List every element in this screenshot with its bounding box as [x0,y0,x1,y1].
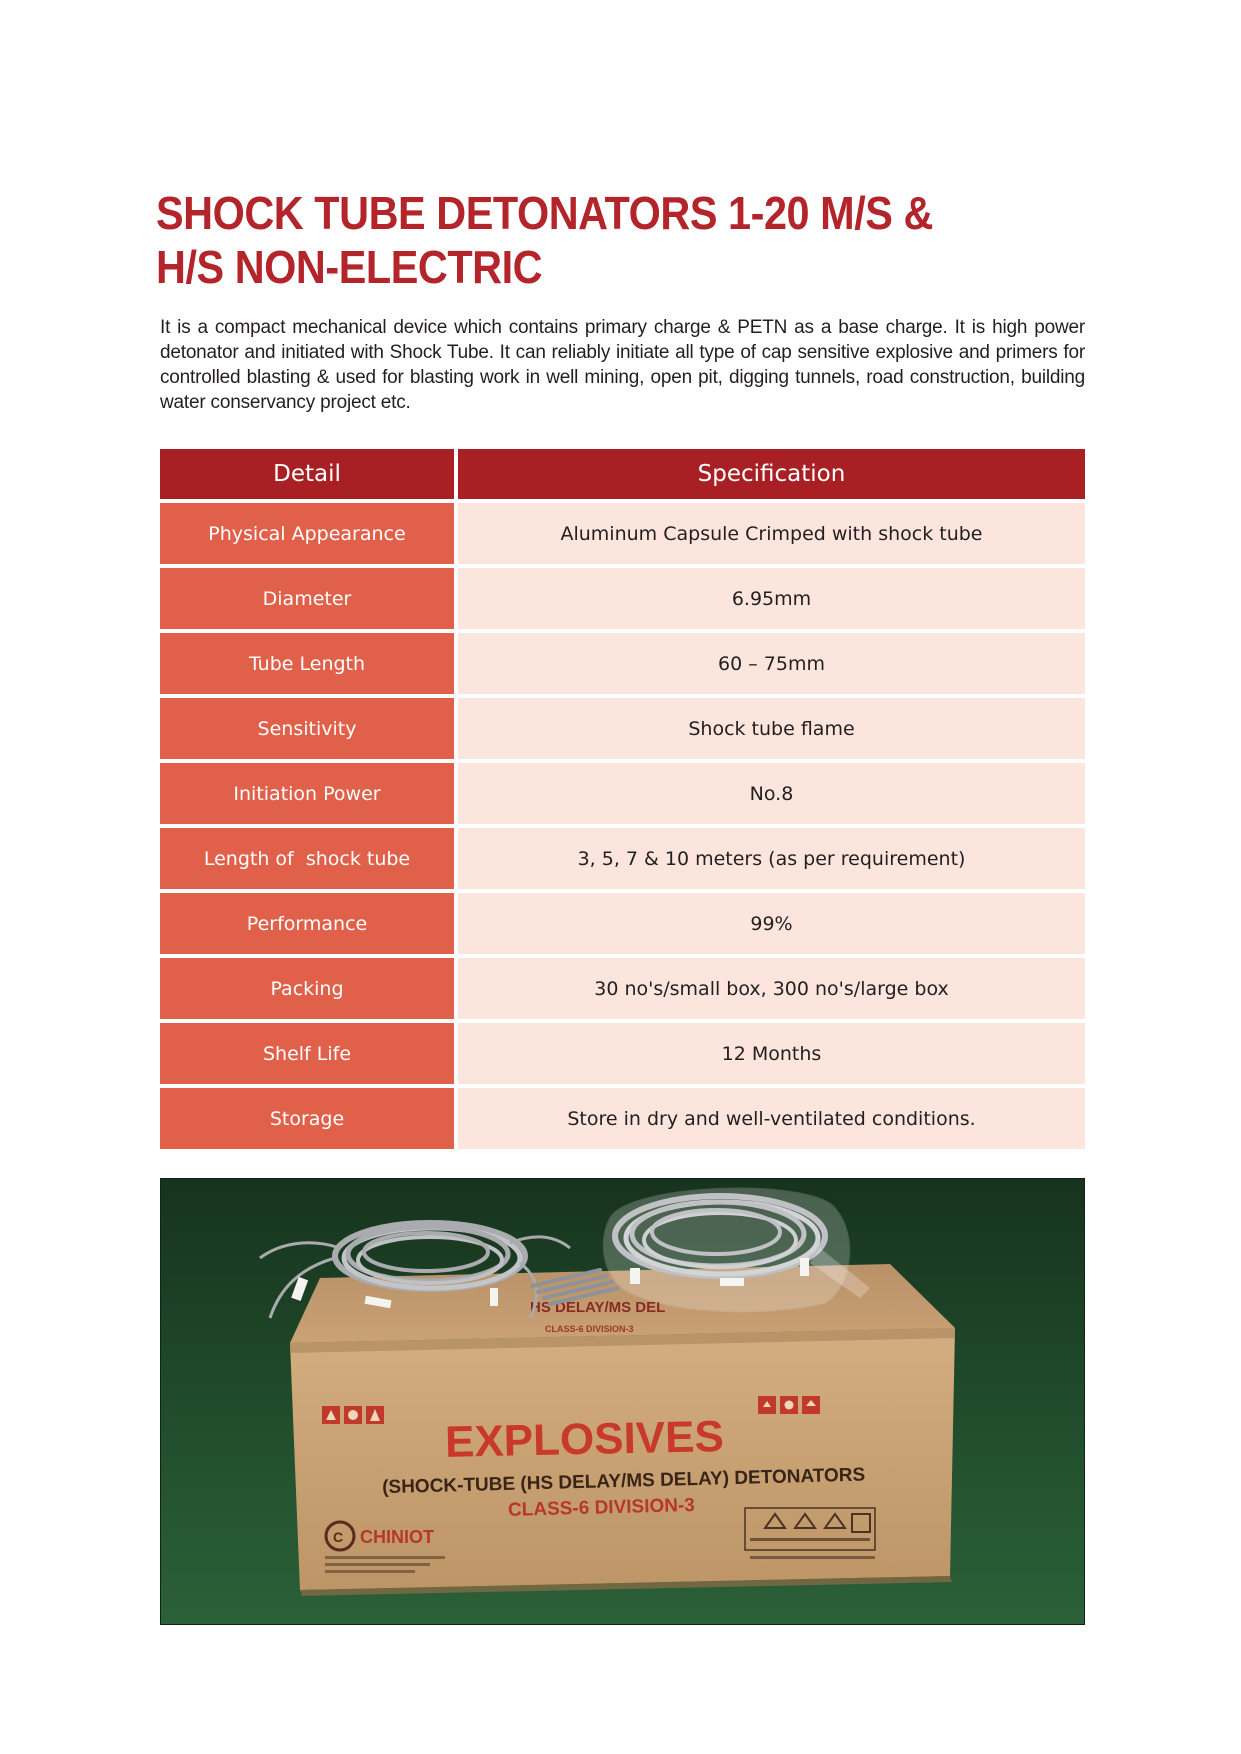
detail-cell: Storage [160,1088,454,1149]
spec-cell: 12 Months [458,1023,1085,1084]
table-row [160,763,1085,824]
spec-table [160,449,1085,1149]
header-detail: Detail [160,449,454,499]
hazard-icons-left [322,1406,384,1424]
detail-cell: Initiation Power [160,763,454,824]
spec-cell: 60 – 75mm [458,633,1085,694]
detail-cell: Length of shock tube [160,828,454,889]
detail-cell: Diameter [160,568,454,629]
table-row [160,633,1085,694]
brand-name: CHINIOT [360,1527,434,1547]
table-header-row [160,449,1085,499]
detail-cell: Physical Appearance [160,503,454,564]
box-subtitle: (SHOCK-TUBE (HS DELAY/MS DELAY) DETONATORS [381,1464,866,1499]
box-top-text: HS DELAY/MS DEL [530,1299,666,1316]
table-row [160,1023,1085,1084]
table-row [160,958,1085,1019]
product-photo [160,1178,1085,1625]
spec-cell: Shock tube flame [458,698,1085,759]
table-row [160,503,1085,564]
spec-cell: 6.95mm [458,568,1085,629]
spec-cell: Aluminum Capsule Crimped with shock tube [458,503,1085,564]
title-line-1: SHOCK TUBE DETONATORS 1-20 M/S & [156,187,933,239]
table-row [160,698,1085,759]
detail-cell: Tube Length [160,633,454,694]
hazard-icons-right [758,1396,820,1414]
detail-cell: Sensitivity [160,698,454,759]
spec-cell: No.8 [458,763,1085,824]
spec-cell: 30 no's/small box, 300 no's/large box [458,958,1085,1019]
plastic-bag [604,1188,870,1311]
title-line-2: H/S NON-ELECTRIC [156,241,543,293]
spec-cell: Store in dry and well-ventilated conditions. [458,1088,1085,1149]
header-specification: Specification [458,449,1085,499]
detail-cell: Packing [160,958,454,1019]
intro-paragraph: It is a compact mechanical device which contains primary charge & PETN as a base charge. It is high power detonator and initiated with Shock Tube. It can reliably initiate all type of cap sensitive explosive and primers for controlled blasting & used for blasting work in well mining, open pit, digging tunnels, road construction, building water conservancy project etc. [160,317,1085,413]
spec-cell: 99% [458,893,1085,954]
product-photo-illustration [160,1178,1085,1625]
detail-cell: Performance [160,893,454,954]
box-top-class: CLASS-6 DIVISION-3 [545,1324,634,1334]
svg-text:C: C [333,1529,344,1545]
detail-cell: Shelf Life [160,1023,454,1084]
box-title: EXPLOSIVES [444,1411,725,1467]
table-row [160,1088,1085,1149]
table-row [160,568,1085,629]
box-class: CLASS-6 DIVISION-3 [507,1494,696,1521]
spec-cell: 3, 5, 7 & 10 meters (as per requirement) [458,828,1085,889]
table-row [160,828,1085,889]
table-row [160,893,1085,954]
page-title [156,186,1020,294]
